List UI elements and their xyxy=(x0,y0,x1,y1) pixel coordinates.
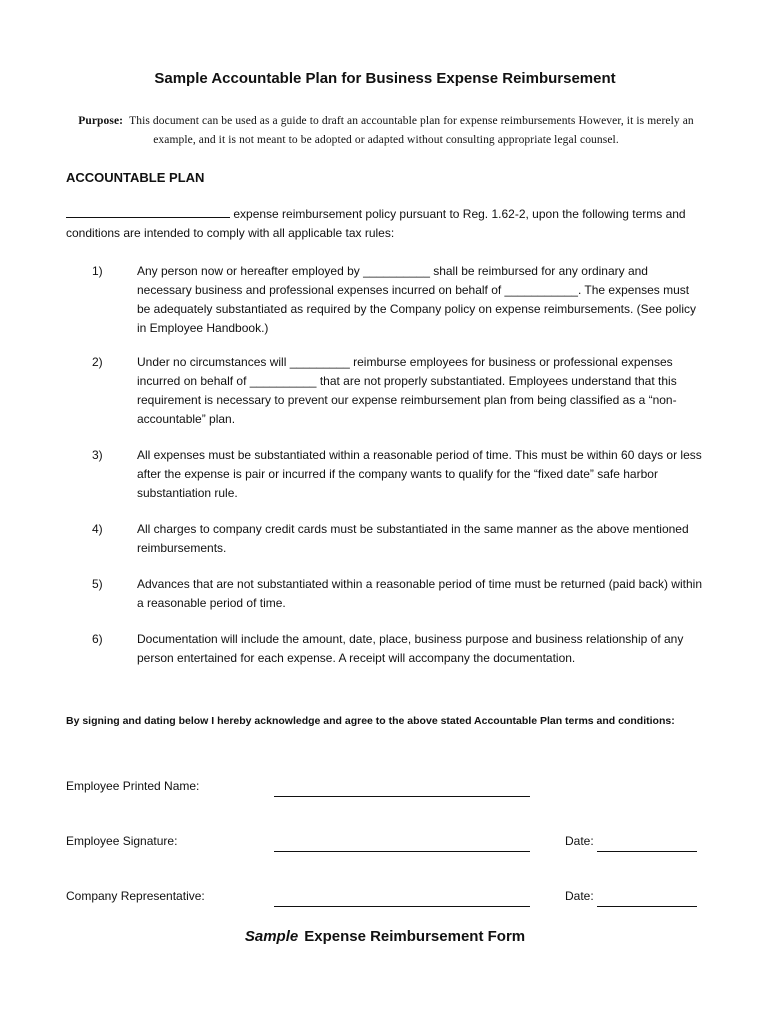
employee-signature-label: Employee Signature: xyxy=(66,834,178,848)
intro-paragraph xyxy=(66,205,686,243)
employee-signature-field[interactable] xyxy=(274,851,530,852)
footer-title xyxy=(0,928,770,945)
list-item: All charges to company credit cards must be substantiated in the same manner as the above mentioned reimbursements. xyxy=(137,522,689,555)
list-item-number: 6) xyxy=(92,632,103,646)
list-item: Documentation will include the amount, date, place, business purpose and business relationship of any person entertained for each expense. A receipt will accompany the documentation. xyxy=(137,632,684,665)
employee-date-label: Date: xyxy=(565,834,594,848)
list-item-number: 2) xyxy=(92,355,103,369)
employee-name-field[interactable] xyxy=(274,796,530,797)
list-item: Advances that are not substantiated within a reasonable period of time must be returned (paid back) within a reasonable period of time. xyxy=(137,577,702,610)
purpose-text: This document can be used as a guide to draft an accountable plan for expense reimbursements However, it is merely an example, and it is not meant to be adopted or adapted without consulting appropriate legal counsel. xyxy=(129,115,694,146)
employee-name-label: Employee Printed Name: xyxy=(66,779,200,793)
document-title: Sample Accountable Plan for Business Expense Reimbursement xyxy=(154,70,616,87)
company-rep-label: Company Representative: xyxy=(66,889,205,903)
company-rep-field[interactable] xyxy=(274,906,530,907)
employee-date-field[interactable] xyxy=(597,851,697,852)
footer-rest: Expense Reimbursement Form xyxy=(304,928,526,945)
intro-text: expense reimbursement policy pursuant to Reg. 1.62-2, upon the following terms and conditions are intended to comply with all applicable tax rules: xyxy=(66,207,686,240)
purpose-label: Purpose: xyxy=(78,115,124,127)
section-heading: ACCOUNTABLE PLAN xyxy=(66,170,205,185)
company-name-blank xyxy=(66,217,230,218)
company-rep-date-field[interactable] xyxy=(597,906,697,907)
list-item: Any person now or hereafter employed by __________ shall be reimbursed for any ordinary and necessary business and professional expenses incurred on behalf of ___________. The expenses must be adequately substantiated as required by the Company policy on expense reimbursements. (See policy in Employee Handbook.) xyxy=(137,264,696,335)
list-item: Under no circumstances will _________ reimburse employees for business or professional expenses incurred on behalf of __________ that are not properly substantiated. Employees understand that this requirement is necessary to prevent our expense reimbursement plan from being classified as a “non-accountable” plan. xyxy=(137,355,677,426)
company-rep-date-label: Date: xyxy=(565,889,594,903)
acknowledgement-statement: By signing and dating below I hereby acknowledge and agree to the above stated Accountable Plan terms and conditions: xyxy=(66,715,675,727)
list-item: All expenses must be substantiated within a reasonable period of time. This must be within 60 days or less after the expense is pair or incurred if the company wants to qualify for the “fixed date” safe harbor substantiation rule. xyxy=(137,448,702,500)
list-item-number: 1) xyxy=(92,264,103,278)
list-item-number: 3) xyxy=(92,448,103,462)
footer-emphasis: Sample xyxy=(244,928,299,945)
list-item-number: 4) xyxy=(92,522,103,536)
list-item-number: 5) xyxy=(92,577,103,591)
purpose-paragraph xyxy=(76,112,696,150)
